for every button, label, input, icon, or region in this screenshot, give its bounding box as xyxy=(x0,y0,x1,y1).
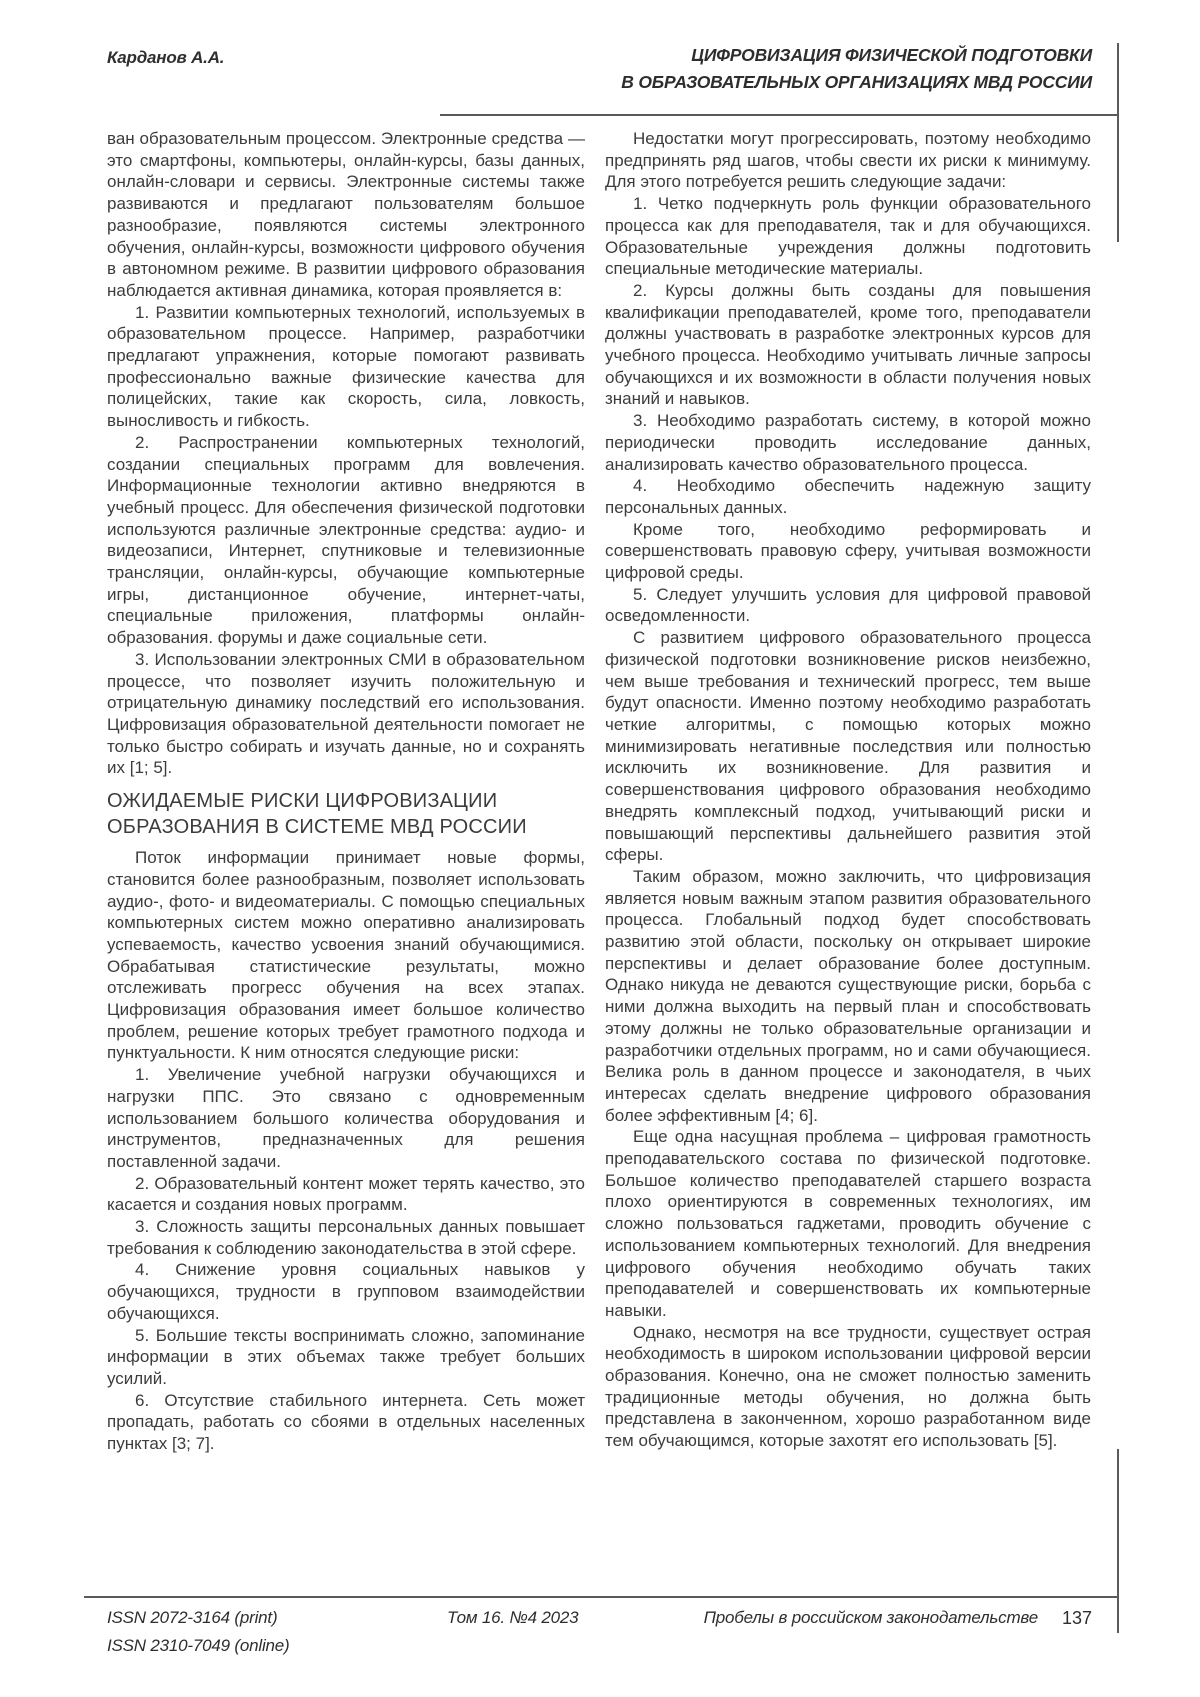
section-heading: ОЖИДАЕМЫЕ РИСКИ ЦИФРОВИЗАЦИИ ОБРАЗОВАНИЯ В СИСТЕМЕ МВД РОССИИ xyxy=(107,790,527,839)
paragraph: Таким образом, можно заключить, что цифровизация является новым важным этапом развития образовательного процесса. Глобальный подход будет способствовать развитию этой области, поскольку он открывает широкие перспективы и делает образование более доступным. Однако никуда не деваются существующие риски, борьба с ними должна выходить на первый план и способствовать этому должны не только образовательные организации и разработчики отдельных программ, но и сами обучающиеся. Велика роль в данном процессе и законодателя, в чьих интересах сделать внедрение цифрового образования более эффективным [4; 6]. xyxy=(605,866,1091,1125)
footer-rule xyxy=(84,1596,1118,1598)
issn-print: ISSN 2072-3164 (print) xyxy=(107,1608,278,1627)
journal-title: Пробелы в российском законодательстве xyxy=(703,1608,1038,1627)
paragraph: 5. Следует улучшить условия для цифровой правовой осведомленности. xyxy=(605,584,1091,626)
paragraph: Еще одна насущная проблема – цифровая грамотность преподавательского состава по физической подготовке. Большое количество преподавателей старшего возраста плохо ориентируются в современных технологиях, им сложно пользоваться гаджетами, проводить обучение с использованием компьютерных технологий. Для внедрения цифрового обучения необходимо обучать таких преподавателей и совершенствовать их компьютерные навыки. xyxy=(605,1127,1091,1320)
issn-online: ISSN 2310-7049 (online) xyxy=(107,1636,290,1655)
paragraph: 4. Снижение уровня социальных навыков у обучающихся, трудности в групповом взаимодействии обучающихся. xyxy=(107,1260,585,1323)
paragraph: С развитием цифрового образовательного процесса физической подготовки возникновение рисков неизбежно, чем выше требования и технический прогресс, тем выше будут опасности. Именно поэтому необходимо разработать четкие алгоритмы, с помощью которых можно минимизировать негативные последствия или полностью исключить их возникновение. Для развития и совершенствования цифрового образования необходимо внедрять комплексный подход, учитывающий риски и повышающий перспективы дальнейшего развития этой сферы. xyxy=(605,628,1091,865)
paragraph: Недостатки могут прогрессировать, поэтому необходимо предпринять ряд шагов, чтобы свести их риски к минимуму. Для этого потребуется решить следующие задачи: xyxy=(605,129,1091,192)
text-column-right xyxy=(605,128,1091,1452)
author-name: Карданов А.А. xyxy=(107,48,225,67)
paragraph: 2. Курсы должны быть созданы для повышения квалификации преподавателей, кроме того, преподаватели должны участвовать в разработке электронных курсов для учебного процесса. Необходимо учитывать личные запросы обучающихся и их возможности в области получения новых знаний и навыков. xyxy=(605,280,1091,409)
paragraph: Кроме того, необходимо реформировать и совершенствовать правовую сферу, учитывая возможности цифровой среды. xyxy=(605,519,1091,583)
paragraph: 1. Увеличение учебной нагрузки обучающихся и нагрузки ППС. Это связано с одновременным использованием большого количества оборудования и инструментов, предназначенных для решения поставленной задачи. xyxy=(107,1065,585,1171)
issn-block xyxy=(107,1604,290,1660)
header-rule xyxy=(440,114,1118,116)
page-edge-line-top xyxy=(1117,43,1119,242)
text-column-left xyxy=(107,128,585,1455)
article-running-title xyxy=(621,42,1092,96)
paragraph: 3. Использовании электронных СМИ в образовательном процессе, что позволяет изучить положительную и отрицательную динамику последствий его использования. Цифровизация образовательной деятельности помогает не только быстро собирать и изучать данные, но и сохранять их [1; 5]. xyxy=(107,649,585,778)
paragraph: 3. Сложность защиты персональных данных повышает требования к соблюдению законодательства в этой сфере. xyxy=(107,1217,585,1258)
paragraph: 3. Необходимо разработать систему, в которой можно периодически проводить исследование данных, анализировать качество образовательного процесса. xyxy=(605,411,1091,474)
paragraph: 1. Развитии компьютерных технологий, используемых в образовательном процессе. Например, разработчики предлагают упражнения, которые помогают развивать профессионально важные физические качества для полицейских, такие как скорость, сила, ловкость, выносливость и гибкость. xyxy=(107,302,585,431)
paragraph: Поток информации принимает новые формы, становится более разнообразным, позволяет использовать аудио-, фото- и видеоматериалы. С помощью специальных компьютерных систем можно оперативно анализировать успеваемость, качество усвоения знаний обучающимися. Обрабатывая статистические результаты, можно отслеживать прогресс обучения на всех этапах. Цифровизация образования имеет большое количество проблем, решение которых требует грамотного подхода и пунктуальности. К ним относятся следующие риски: xyxy=(107,848,585,1063)
paragraph: 2. Распространении компьютерных технологий, создании специальных программ для вовлечения. Информационные технологии активно внедряются в учебный процесс. Для обеспечения физической подготовки используются различные электронные средства: аудио- и видеозаписи, Интернет, спутниковые и телевизионные трансляции, онлайн-курсы, обучающие компьютерные игры, дистанционное обучение, интернет-чаты, специальные приложения, платформы онлайн-образования. форумы и даже социальные сети. xyxy=(107,432,585,648)
running-title-line1: ЦИФРОВИЗАЦИЯ ФИЗИЧЕСКОЙ ПОДГОТОВКИ xyxy=(691,45,1092,65)
paragraph: 6. Отсутствие стабильного интернета. Сеть может пропадать, работать со сбоями в отдельных населенных пунктах [3; 7]. xyxy=(107,1390,585,1454)
page-header xyxy=(107,42,1092,96)
paragraph: 2. Образовательный контент может терять качество, это касается и создания новых программ. xyxy=(107,1173,585,1215)
page-footer xyxy=(0,1604,1200,1664)
page-number: 137 xyxy=(1061,1608,1092,1628)
volume-issue: Том 16. №4 2023 xyxy=(447,1608,579,1627)
paragraph: ван образовательным процессом. Электронные средства — это смартфоны, компьютеры, онлайн-курсы, базы данных, онлайн-словари и сервисы. Электронные системы также развиваются и предлагают пользователям большое разнообразие, появляются системы электронного обучения, онлайн-курсы, возможности цифрового обучения в автономном режиме. В развитии цифрового образования наблюдается активная динамика, которая проявляется в: xyxy=(107,129,585,300)
paragraph: 1. Четко подчеркнуть роль функции образовательного процесса как для преподавателя, так и для обучающихся. Образовательные учреждения должны подготовить специальные методические материалы. xyxy=(605,194,1091,279)
running-title-line2: В ОБРАЗОВАТЕЛЬНЫХ ОРГАНИЗАЦИЯХ МВД РОССИИ xyxy=(621,72,1092,92)
paragraph: 4. Необходимо обеспечить надежную защиту персональных данных. xyxy=(605,476,1091,517)
paragraph: Однако, несмотря на все трудности, существует острая необходимость в широком использовании цифровой версии образования. Конечно, она не сможет полностью заменить традиционные методы обучения, но должна быть представлена в законченном, хорошо разработанном виде тем обучающимся, которые захотят его использовать [5]. xyxy=(605,1322,1091,1451)
paragraph: 5. Большие тексты воспринимать сложно, запоминание информации в этих объемах также требует больших усилий. xyxy=(107,1325,585,1388)
